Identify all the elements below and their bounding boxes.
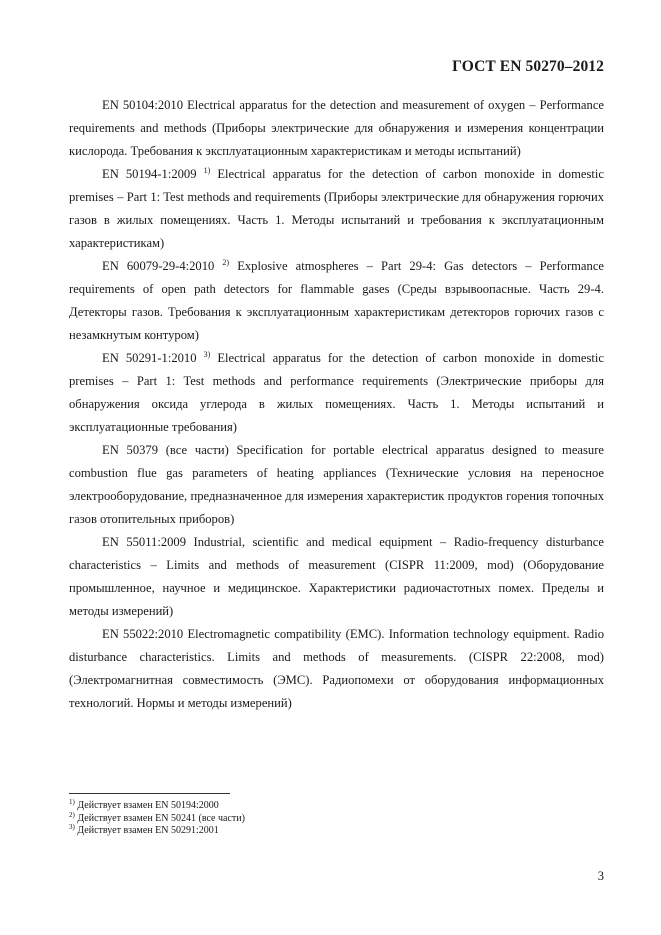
- reference-en-50104: EN 50104:2010 Electrical apparatus for the detection and measurement of oxygen – Performance requirements and methods (Приборы электрические для обнаружения и измерения концентрации кислорода. Требования к эксплуатационным характеристикам и методы испытаний): [69, 98, 604, 158]
- footnote-ref-1: 1): [203, 166, 211, 175]
- reference-en-60079-29-4: EN 60079-29-4:2010 $^{2)}$ Explosive atmospheres – Part 29-4: Gas detectors – Performance requirements of open path detectors for flammable gases (Среды взрывоопасные. Часть 29-4. Детекторы газов. Требования к эксплуатационным характеристикам детекторов горючих газов с незамкнутым контуром): [69, 258, 604, 342]
- footnote-1: $^{1)}$ Действует взамен EN 50194:2000: [69, 798, 219, 811]
- footnote-3: $^{3)}$ Действует взамен EN 50291:2001: [69, 823, 219, 836]
- reference-en-55022: EN 55022:2010 Electromagnetic compatibility (EMC). Information technology equipment. Radio disturbance characteristics. Limits and methods of measurements. (CISPR 22:2008, mod) (Электромагнитная совместимость (ЭМС). Радиопомехи от оборудования информационных технологий. Нормы и методы измерений): [69, 627, 604, 710]
- reference-en-50379: EN 50379 (все части) Specification for portable electrical apparatus designed to measure combustion flue gas parameters of heating appliances (Технические условия на переносное электрооборудование, предназначенное для измерения характеристик продуктов горения топочных газов отопительных приборов): [69, 443, 604, 526]
- footnote-2: $^{2)}$ Действует взамен EN 50241 (все части): [69, 810, 245, 824]
- footnote-divider: [69, 793, 230, 794]
- reference-en-50291-1: EN 50291-1:2010 $^{3)}$ Electrical apparatus for the detection of carbon monoxide in domestic premises – Part 1: Test methods and performance requirements (Электрические приборы для обнаружения оксида углерода в жилых помещениях. Часть 1. Методы испытаний и эксплуатационные требования): [69, 350, 604, 434]
- references-list: [69, 94, 604, 715]
- reference-en-50194-1: EN 50194-1:2009 $^{1)}$ Electrical apparatus for the detection of carbon monoxide in domestic premises – Part 1: Test methods and requirements (Приборы электрические для обнаружения горючих газов в жилых помещениях. Часть 1. Методы испытаний и требования к эксплуатационным характеристикам): [69, 166, 604, 250]
- footnote-ref-2: 2): [222, 258, 230, 267]
- reference-en-55011: EN 55011:2009 Industrial, scientific and medical equipment – Radio-frequency disturbance characteristics – Limits and methods of measurement (CISPR 11:2009, mod) (Оборудование промышленное, научное и медицинское. Характеристики радиочастотных помех. Пределы и методы измерений): [69, 535, 604, 618]
- footnote-ref-3: 3): [203, 350, 211, 359]
- footnotes: [69, 800, 245, 838]
- page-header: ГОСТ EN 50270–2012: [452, 58, 604, 75]
- page-number: 3: [597, 869, 604, 883]
